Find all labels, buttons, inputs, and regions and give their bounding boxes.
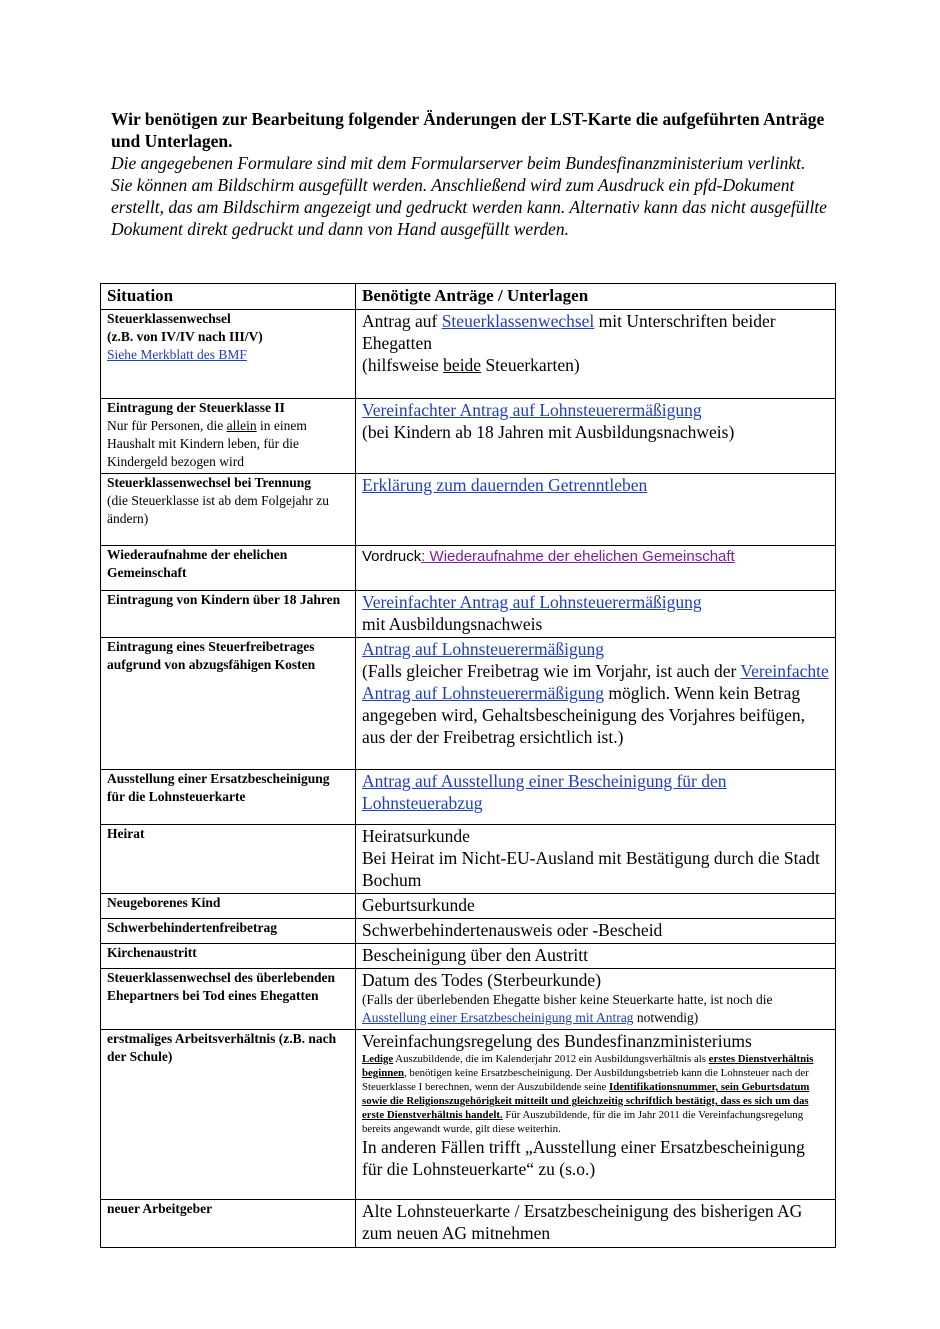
documents-note: In anderen Fällen trifft „Ausstellung einer Ersatzbescheinigung für die Lohnsteuerkarte“ zu (s.o.) — [362, 1137, 805, 1179]
documents-text: Vordruck: Wiederaufnahme der ehelichen Gemeinschaft — [362, 548, 735, 565]
header-documents: Benötigte Anträge / Unterlagen — [356, 284, 836, 310]
simplification-rule-text: Ledige Auszubildende, die im Kalenderjahr 2012 ein Ausbildungsverhältnis als erstes Dienstverhältnis beginnen, benötigen keine Ersatzbescheinigung. Der Ausbildungsbetrieb kann die Lohnsteuer nach der Steuerklasse I berechnen, wenn der Auszubildende seine Identifikationsnummer, sein Geburtsdatum sowie die Religionszugehörigkeit mitteilt und gleichzeitig schriftlich bestätigt, dass es sich um das erste Dienstverhältnis handelt. Für Auszubildende, für die im Jahr 2011 die Vereinfachungsregelung bereits angewandt wurde, gilt diese weiterhin. — [362, 1053, 814, 1135]
situation-cell — [101, 474, 356, 546]
table-row — [101, 919, 836, 944]
documents-text: Alte Lohnsteuerkarte / Ersatzbescheinigung des bisherigen AG zum neuen AG mitnehmen — [362, 1201, 803, 1243]
documents-cell — [356, 919, 836, 944]
table-row — [101, 770, 836, 825]
table-row — [101, 399, 836, 474]
simplified-tax-reduction-link[interactable]: Vereinfachter Antrag auf Lohnsteuerermäßigung — [362, 400, 702, 420]
documents-cell — [356, 591, 836, 638]
situation-cell — [101, 944, 356, 969]
table-row — [101, 944, 836, 969]
situation-cell — [101, 770, 356, 825]
intro — [111, 108, 831, 240]
situation-title: Steuerklassenwechsel — [107, 311, 231, 326]
documents-text: (Falls gleicher Freibetrag wie im Vorjahr, ist auch der Vereinfachte Antrag auf Lohnsteuerermäßigung möglich. Wenn kein Betrag angegeben wird, Gehaltsbescheinigung des Vorjahres beifügen, aus der der Freibetrag ersichtlich ist.) — [362, 661, 829, 747]
documents-cell — [356, 1030, 836, 1200]
documents-text: Antrag auf Steuerklassenwechsel mit Unterschriften beider Ehegatten — [362, 311, 776, 353]
documents-cell — [356, 474, 836, 546]
documents-cell — [356, 825, 836, 894]
situation-title: Eintragung von Kindern über 18 Jahren — [107, 592, 341, 607]
situation-title: Ausstellung einer Ersatzbescheinigung für die Lohnsteuerkarte — [107, 771, 330, 804]
table-row — [101, 1200, 836, 1248]
documents-cell — [356, 546, 836, 591]
bmf-leaflet-link[interactable]: Siehe Merkblatt des BMF — [107, 347, 247, 362]
table-header-row — [101, 284, 836, 310]
situation-title: neuer Arbeitgeber — [107, 1201, 213, 1216]
situation-title: Neugeborenes Kind — [107, 895, 221, 910]
situation-cell — [101, 919, 356, 944]
documents-text: Bescheinigung über den Austritt — [362, 945, 589, 965]
situation-cell — [101, 1200, 356, 1248]
documents-text: Heiratsurkunde — [362, 826, 470, 846]
table-row — [101, 825, 836, 894]
situation-title: Eintragung der Steuerklasse II — [107, 400, 285, 415]
documents-note: (Falls der überlebenden Ehegatte bisher keine Steuerkarte hatte, ist noch die Ausstellung einer Ersatzbescheinigung mit Antrag notwendig) — [362, 992, 773, 1025]
intro-text: Die angegebenen Formulare sind mit dem Formularserver beim Bundesfinanzministerium verlinkt. Sie können am Bildschirm ausgefüllt werden. Anschließend wird zum Ausdruck ein pfd-Dokument erstellt, das am Bildschirm angezeigt und gedruckt werden kann. Alternativ kann das nicht ausgefüllte Dokument direkt gedruckt und dann von Hand ausgefüllt werden. — [111, 153, 827, 239]
replacement-certificate-link[interactable]: Antrag auf Ausstellung einer Bescheinigung für den Lohnsteuerabzug — [362, 771, 727, 813]
situation-cell — [101, 638, 356, 770]
situation-title: Steuerklassenwechsel bei Trennung — [107, 475, 312, 490]
table-row — [101, 969, 836, 1030]
documents-cell — [356, 944, 836, 969]
documents-text: Schwerbehindertenausweis oder -Bescheid — [362, 920, 663, 940]
table-row — [101, 591, 836, 638]
requirements-table — [100, 283, 836, 1248]
situation-title: Wiederaufnahme der ehelichen Gemeinschaft — [107, 547, 288, 580]
replacement-certificate-link[interactable]: Ausstellung einer Ersatzbescheinigung mit Antrag — [362, 1010, 634, 1025]
table-row — [101, 638, 836, 770]
situation-title: erstmaliges Arbeitsverhältnis (z.B. nach der Schule) — [107, 1031, 337, 1064]
table-row — [101, 894, 836, 919]
table-row — [101, 546, 836, 591]
situation-subtitle: (z.B. von IV/IV nach III/V) — [107, 329, 263, 344]
situation-cell — [101, 969, 356, 1030]
documents-cell — [356, 638, 836, 770]
documents-note: (hilfsweise beide Steuerkarten) — [362, 355, 580, 375]
reunion-form-link[interactable]: : Wiederaufnahme der ehelichen Gemeinschaft — [421, 548, 735, 565]
situation-cell — [101, 399, 356, 474]
situation-description: Nur für Personen, die allein in einem Haushalt mit Kindern leben, für die Kindergeld bezogen wird — [107, 418, 307, 469]
situation-cell — [101, 310, 356, 399]
situation-cell — [101, 546, 356, 591]
situation-title: Kirchenaustritt — [107, 945, 197, 960]
documents-cell — [356, 969, 836, 1030]
simplified-tax-reduction-link[interactable]: Vereinfachte Antrag auf Lohnsteuerermäßigung — [362, 661, 829, 703]
simplified-tax-reduction-link[interactable]: Vereinfachter Antrag auf Lohnsteuerermäßigung — [362, 592, 702, 612]
situation-title: Heirat — [107, 826, 145, 841]
tax-reduction-link[interactable]: Antrag auf Lohnsteuerermäßigung — [362, 639, 605, 659]
separation-declaration-link[interactable]: Erklärung zum dauernden Getrenntleben — [362, 475, 648, 495]
documents-cell — [356, 894, 836, 919]
tax-class-change-link[interactable]: Steuerklassenwechsel — [441, 311, 595, 331]
documents-text: mit Ausbildungsnachweis — [362, 614, 543, 634]
documents-cell — [356, 770, 836, 825]
situation-cell — [101, 591, 356, 638]
table-row — [101, 310, 836, 399]
documents-text: (bei Kindern ab 18 Jahren mit Ausbildungsnachweis) — [362, 422, 735, 442]
documents-cell — [356, 310, 836, 399]
documents-text: Datum des Todes (Sterbeurkunde) — [362, 970, 602, 990]
documents-cell — [356, 1200, 836, 1248]
documents-cell — [356, 399, 836, 474]
documents-note: Bei Heirat im Nicht-EU-Ausland mit Bestätigung durch die Stadt Bochum — [362, 848, 820, 890]
situation-title: Eintragung eines Steuerfreibetrages aufgrund von abzugsfähigen Kosten — [107, 639, 316, 672]
documents-heading: Vereinfachungsregelung des Bundesfinanzministeriums — [362, 1031, 752, 1051]
header-situation: Situation — [101, 284, 356, 310]
table-row — [101, 1030, 836, 1200]
situation-title: Steuerklassenwechsel des überlebenden Ehepartners bei Tod eines Ehegatten — [107, 970, 336, 1003]
situation-cell — [101, 825, 356, 894]
situation-cell — [101, 1030, 356, 1200]
situation-description: (die Steuerklasse ist ab dem Folgejahr zu ändern) — [107, 493, 329, 526]
documents-text: Geburtsurkunde — [362, 895, 475, 915]
situation-cell — [101, 894, 356, 919]
table-row — [101, 474, 836, 546]
intro-title: Wir benötigen zur Bearbeitung folgender Änderungen der LST-Karte die aufgeführten Anträge und Unterlagen. — [111, 109, 825, 151]
situation-title: Schwerbehindertenfreibetrag — [107, 920, 277, 935]
